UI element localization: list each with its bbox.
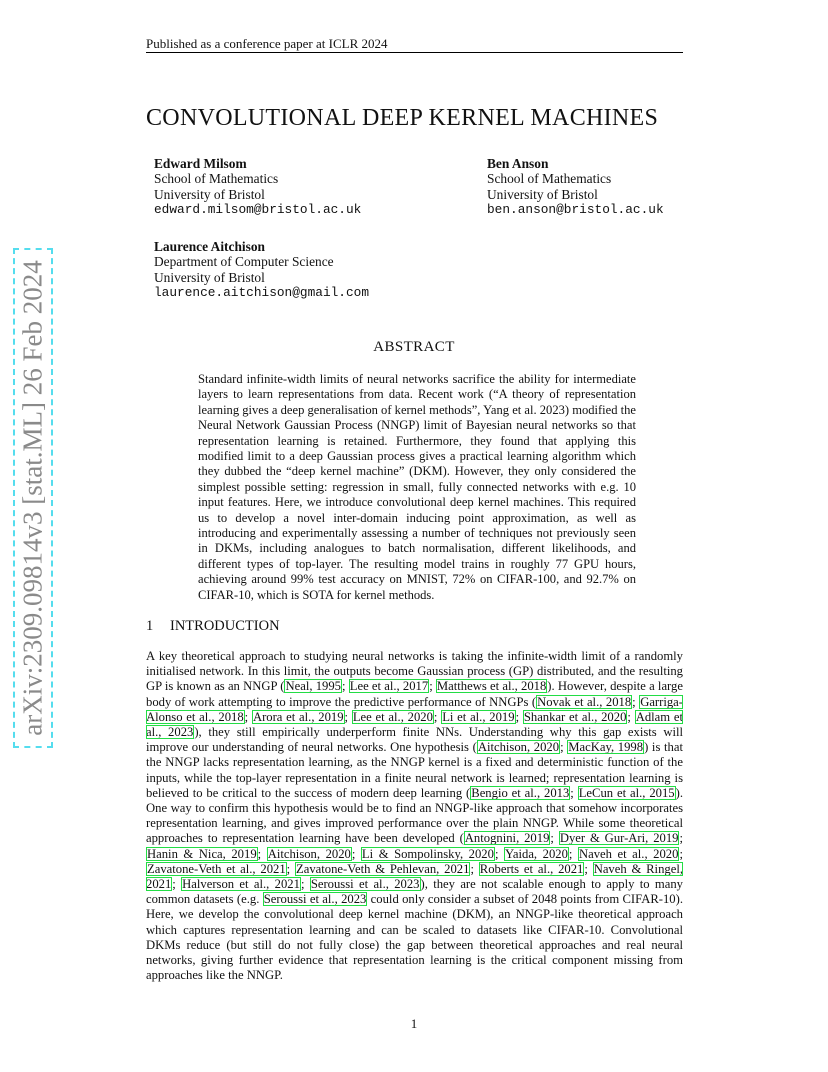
intro-text: ;	[494, 846, 505, 861]
citation-link[interactable]: Zavatone-Veth & Pehlevan, 2021	[296, 861, 470, 876]
intro-text: ;	[550, 831, 559, 846]
citation-link[interactable]: Zavatone-Veth et al., 2021	[147, 861, 286, 876]
citation-link[interactable]: Li et al., 2019	[442, 709, 515, 724]
author-affiliation: University of Bristol	[154, 269, 265, 285]
citation-link[interactable]: Li & Sompolinsky, 2020	[361, 846, 494, 861]
author-block	[154, 156, 361, 218]
header-rule	[146, 52, 683, 53]
intro-text: ;	[244, 709, 252, 724]
citation-link[interactable]: Garriga-Alonso et al., 2018	[146, 694, 683, 724]
author-department: School of Mathematics	[154, 171, 279, 187]
section-title: INTRODUCTION	[170, 618, 280, 634]
citation-link[interactable]: Neal, 1995	[285, 679, 341, 694]
intro-text: ;	[286, 861, 295, 876]
citation-link[interactable]: Naveh et al., 2020	[578, 846, 679, 861]
citation-link[interactable]: Lee et al., 2020	[352, 709, 433, 724]
citation-link[interactable]: Arora et al., 2019	[252, 709, 344, 724]
citation-link[interactable]: Antognini, 2019	[464, 831, 550, 846]
intro-text: could only consider a subset of 2048 points from CIFAR-10). Here, we develop the convolutional deep kernel machine (DKM), an NNGP-like theoretical approach which captures representation learning and can be scaled to datasets like CIFAR-10. Convolutional DKMs reduce (but still do not fully close) the gap between theoretical approaches and real neural networks, giving further evidence that representation learning is the critical component missing from approaches like the NNGP.	[146, 892, 683, 983]
intro-text: ;	[300, 877, 310, 892]
intro-text: ;	[679, 846, 683, 861]
section-number: 1	[146, 618, 154, 634]
intro-text: ) is that the NNGP lacks representation learning, as the NNGP kernel is a fixed and deterministic function of the inputs, while the top-layer representation in a finite neural network is learned; representation learning is believed to be critical to the success of modern deep learning (	[146, 740, 683, 800]
abstract-heading: ABSTRACT	[373, 339, 455, 355]
intro-text: ;	[584, 861, 593, 876]
intro-text: ;	[351, 846, 361, 861]
running-header: Published as a conference paper at ICLR 2024	[146, 36, 388, 51]
citation-link[interactable]: Novak et al., 2018	[537, 694, 632, 709]
page-number: 1	[410, 1016, 418, 1031]
intro-text: ;	[342, 679, 349, 694]
citation-link[interactable]: LeCun et al., 2015	[578, 785, 675, 800]
author-email[interactable]: laurence.aitchison@gmail.com	[154, 285, 370, 301]
intro-text: ;	[632, 694, 640, 709]
citation-link[interactable]: Halverson et al., 2021	[182, 877, 300, 892]
author-block	[154, 239, 369, 301]
author-department: School of Mathematics	[487, 171, 612, 187]
author-name: Ben Anson	[487, 156, 549, 171]
arxiv-stamp[interactable]	[13, 248, 53, 748]
author-name: Laurence Aitchison	[154, 239, 265, 254]
intro-text: ;	[344, 709, 352, 724]
intro-text: ;	[515, 709, 523, 724]
intro-text: ;	[560, 740, 568, 755]
citation-link[interactable]: Seroussi et al., 2023	[310, 877, 420, 892]
citation-link[interactable]: Seroussi et al., 2023	[263, 892, 367, 907]
intro-text: ;	[679, 831, 683, 846]
citation-link[interactable]: MacKay, 1998	[568, 740, 644, 755]
author-name: Edward Milsom	[154, 156, 247, 171]
citation-link[interactable]: Roberts et al., 2021	[479, 861, 584, 876]
intro-text: A key theoretical approach to studying neural networks is taking the infinite-width limit of a randomly initialised network. In this limit, the outputs become Gaussian process (GP) distributed, and the resulting GP is known as an NNGP (	[146, 649, 683, 694]
citation-link[interactable]: Bengio et al., 2013	[471, 785, 570, 800]
citation-link[interactable]: Matthews et al., 2018	[436, 679, 547, 694]
author-email[interactable]: ben.anson@bristol.ac.uk	[487, 202, 664, 218]
author-block	[487, 156, 664, 218]
citation-link[interactable]: Shankar et al., 2020	[523, 709, 627, 724]
intro-text: ), they are not scalable enough to apply to many common datasets (e.g.	[146, 877, 683, 907]
citation-link[interactable]: Yaida, 2020	[505, 846, 568, 861]
citation-link[interactable]: Lee et al., 2017	[349, 679, 429, 694]
section-heading	[146, 618, 280, 635]
introduction-paragraph	[146, 649, 683, 983]
citation-link[interactable]: Aitchison, 2020	[267, 846, 351, 861]
intro-text: ;	[172, 877, 182, 892]
intro-text: ;	[568, 846, 578, 861]
intro-text: ;	[627, 709, 635, 724]
intro-text: ;	[570, 785, 578, 800]
intro-text: ;	[429, 679, 436, 694]
citation-link[interactable]: Aitchison, 2020	[477, 740, 560, 755]
author-department: Department of Computer Science	[154, 254, 334, 270]
citation-link[interactable]: Naveh & Ringel, 2021	[146, 861, 683, 892]
abstract-body: Standard infinite-width limits of neural networks sacrifice the ability for intermediate layers to learn representations from data. Recent work (“A theory of representation learning gives a deep generalisation of kernel methods”, Yang et al. 2023) modified the Neural Network Gaussian Process (NNGP) limit of Bayesian neural networks so that representation learning is retained. Furthermore, they found that applying this modified limit to a deep Gaussian process gives a practical learning algorithm which they dubbed the “deep kernel machine” (DKM). However, they only considered the simplest possible setting: regression in small, fully connected networks with e.g. 10 input features. Here, we introduce convolutional deep kernel machines. This required us to develop a novel inter-domain inducing point approximation, as well as introducing and experimentally assessing a number of techniques not previously seen in DKMs, including analogues to batch normalisation, different likelihoods, and different types of top-layer. The resulting model trains in roughly 77 GPU hours, achieving around 99% test accuracy on MNIST, 72% on CIFAR-100, and 92.7% on CIFAR-10, which is SOTA for kernel methods.	[198, 372, 636, 602]
intro-text: ;	[433, 709, 442, 724]
intro-text: ;	[470, 861, 479, 876]
author-affiliation: University of Bristol	[154, 186, 265, 202]
author-email[interactable]: edward.milsom@bristol.ac.uk	[154, 202, 362, 218]
intro-text: ), they still empirically underperform finite NNs. Understanding why this gap exists will improve our understanding of neural networks. One hypothesis (	[146, 725, 683, 755]
arxiv-identifier[interactable]: arXiv:2309.09814v3 [stat.ML] 26 Feb 2024	[17, 260, 48, 736]
paper-title: CONVOLUTIONAL DEEP KERNEL MACHINES	[146, 105, 659, 131]
author-affiliation: University of Bristol	[487, 186, 598, 202]
citation-link[interactable]: Hanin & Nica, 2019	[147, 846, 257, 861]
intro-text: ;	[257, 846, 267, 861]
intro-text: ). However, despite a large body of work attempting to improve the predictive performance of NNGPs (	[146, 679, 683, 709]
citation-link[interactable]: Adlam et al., 2023	[146, 709, 683, 740]
citation-link[interactable]: Dyer & Gur-Ari, 2019	[559, 831, 679, 846]
intro-text: ). One way to confirm this hypothesis would be to find an NNGP-like approach that somehow incorporates representation learning, and gives improved performance over the plain NNGP. While some theoretical approaches to representation learning have been developed (	[146, 785, 683, 846]
